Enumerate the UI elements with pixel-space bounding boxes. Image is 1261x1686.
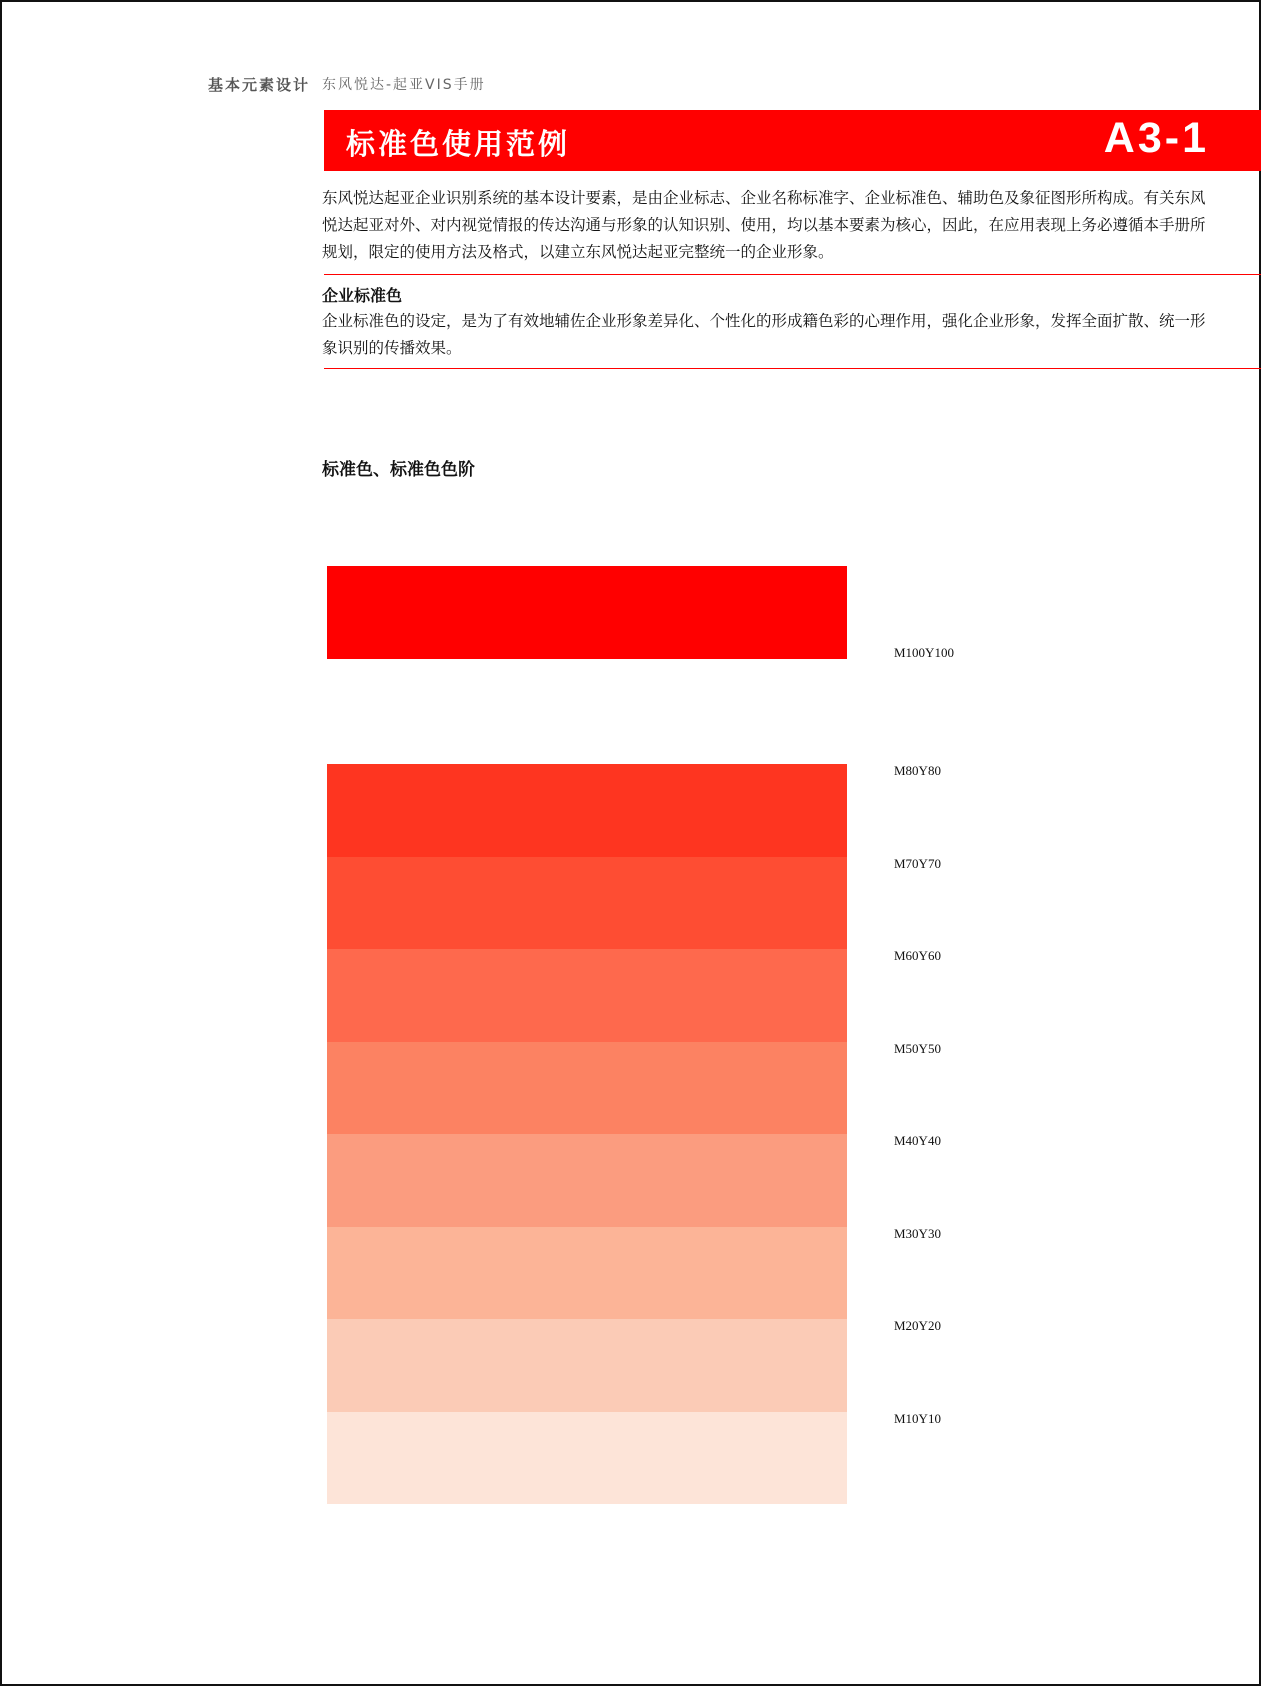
standard-color-heading: 企业标准色 <box>322 286 403 305</box>
color-step-swatch <box>327 764 847 857</box>
color-scale-stack <box>327 764 847 1504</box>
color-step-label: M80Y80 <box>894 763 941 778</box>
title-bar <box>324 110 1261 171</box>
color-step-swatch <box>327 1319 847 1412</box>
color-step-label: M10Y10 <box>894 1410 941 1426</box>
color-step-label: M20Y20 <box>894 1318 941 1333</box>
divider <box>324 368 1261 369</box>
standard-color-swatch <box>327 566 847 659</box>
page-title: 标准色使用范例 <box>346 127 571 161</box>
intro-paragraph: 东风悦达起亚企业识别系统的基本设计要素，是由企业标志、企业名称标准字、企业标准色、辅助色及象征图形所构成。有关东风悦达起亚对外、对内视觉情报的传达沟通与形象的认知识别、使用，均以基本要素为核心，因此，在应用表现上务必遵循本手册所规划，限定的使用方法及格式，以建立东风悦达起亚完整统一的企业形象。 <box>322 189 1206 261</box>
section-label: 基本元素设计 <box>208 76 311 94</box>
standard-color-label: M100Y100 <box>894 645 954 660</box>
standard-color-description: 企业标准色的设定，是为了有效地辅佐企业形象差异化、个性化的形成籍色彩的心理作用，强化企业形象，发挥全面扩散、统一形象识别的传播效果。 <box>322 312 1206 357</box>
color-step-label: M30Y30 <box>894 1225 941 1241</box>
color-step-swatch <box>327 949 847 1042</box>
document-title: 东风悦达-起亚VIS手册 <box>322 77 486 93</box>
color-step-label: M70Y70 <box>894 855 941 871</box>
color-step-label: M60Y60 <box>894 948 941 963</box>
color-step-swatch <box>327 1227 847 1320</box>
color-step-label: M50Y50 <box>894 1040 941 1056</box>
color-scale-heading: 标准色、标准色色阶 <box>322 460 475 480</box>
color-step-swatch <box>327 1412 847 1505</box>
divider <box>324 274 1261 275</box>
page-code: A3-1 <box>1103 114 1209 162</box>
color-step-swatch <box>327 1134 847 1227</box>
color-step-swatch <box>327 1042 847 1135</box>
color-step-swatch <box>327 857 847 950</box>
color-step-label: M40Y40 <box>894 1133 941 1148</box>
